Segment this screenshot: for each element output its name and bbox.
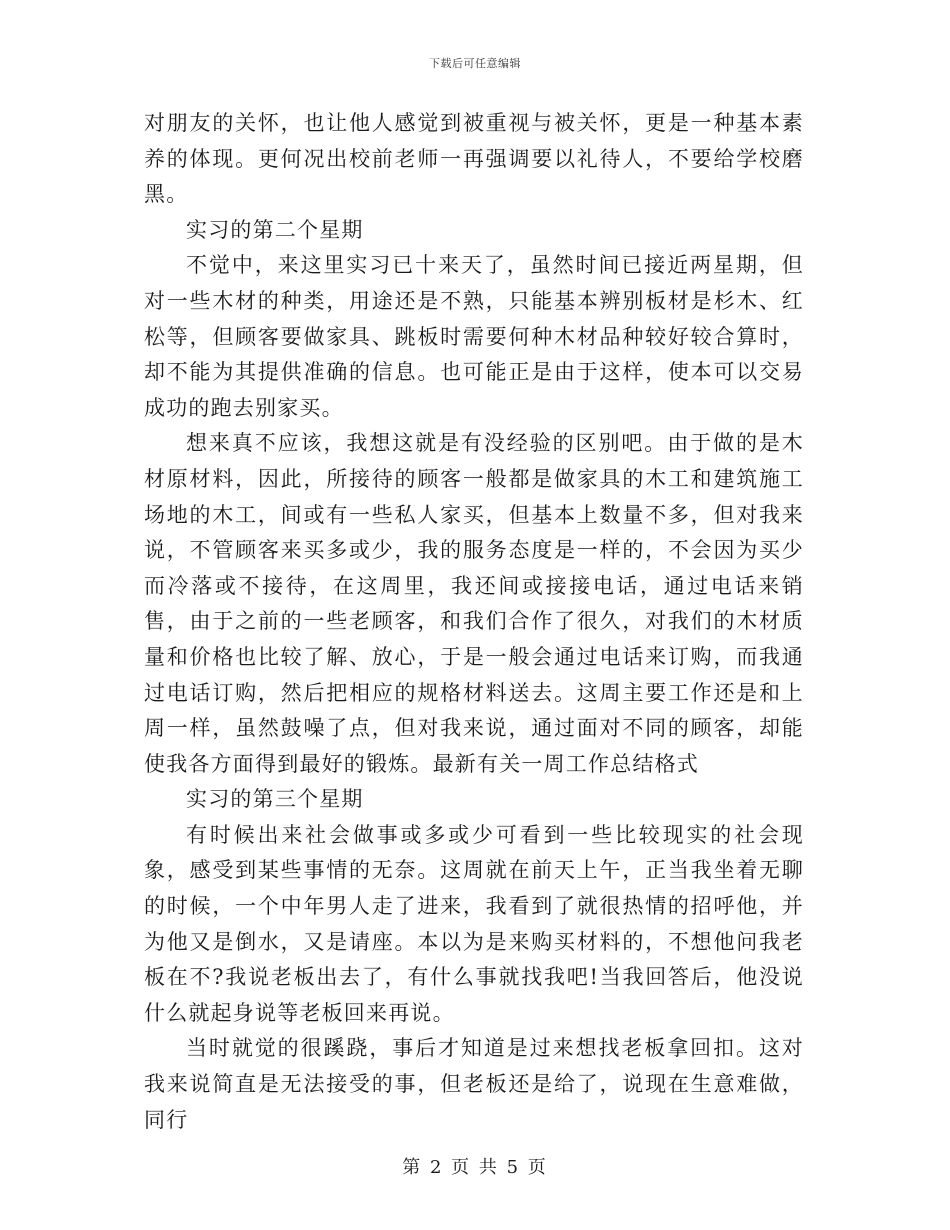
- paragraph-4: 有时候出来社会做事或多或少可看到一些比较现实的社会现象，感受到某些事情的无奈。这周就在前天上午，正当我坐着无聊的时候，一个中年男人走了进来，我看到了就很热情的招呼他，并为他又是倒水，又是请座。本以为是来购买材料的，不想他问我老板在不?我说老板出去了，有什么事就找我吧!当我回答后，他没说什么就起身说等老板回来再说。: [144, 822, 804, 1025]
- section-heading-week-3: 实习的第三个星期: [186, 787, 364, 812]
- paragraph-2: 不觉中，来这里实习已十来天了，虽然时间已接近两星期，但对一些木材的种类，用途还是不熟，只能基本辨别板材是杉木、红松等，但顾客要做家具、跳板时需要何种木材品种较好较合算时，却不能为其提供准确的信息。也可能正是由于这样，使本可以交易成功的跑去别家买。: [144, 253, 804, 420]
- page-number: 第 2 页 共 5 页: [402, 1157, 548, 1178]
- page-header: 下载后可任意编辑: [429, 57, 521, 70]
- paragraph-1: 对朋友的关怀，也让他人感觉到被重视与被关怀，更是一种基本素养的体现。更何况出校前老师一再强调要以礼待人，不要给学校磨黑。: [144, 111, 804, 207]
- paragraph-5: 当时就觉的很蹊跷，事后才知道是过来想找老板拿回扣。这对我来说简直是无法接受的事，但老板还是给了，说现在生意难做，同行: [144, 1036, 804, 1132]
- paragraph-3: 想来真不应该，我想这就是有没经验的区别吧。由于做的是木材原材料，因此，所接待的顾客一般都是做家具的木工和建筑施工场地的木工，间或有一些私人家买，但基本上数量不多，但对我来说，不管顾客来买多或少，我的服务态度是一样的，不会因为买少而冷落或不接待，在这周里，我还间或接接电话，通过电话来销售，由于之前的一些老顾客，和我们合作了很久，对我们的木材质量和价格也比较了解、放心，于是一般会通过电话来订购，而我通过电话订购，然后把相应的规格材料送去。这周主要工作还是和上周一样，虽然鼓噪了点，但对我来说，通过面对不同的顾客，却能使我各方面得到最好的锻炼。最新有关一周工作总结格式: [144, 431, 804, 776]
- section-heading-week-2: 实习的第二个星期: [186, 217, 364, 242]
- document-body: [144, 106, 804, 1138]
